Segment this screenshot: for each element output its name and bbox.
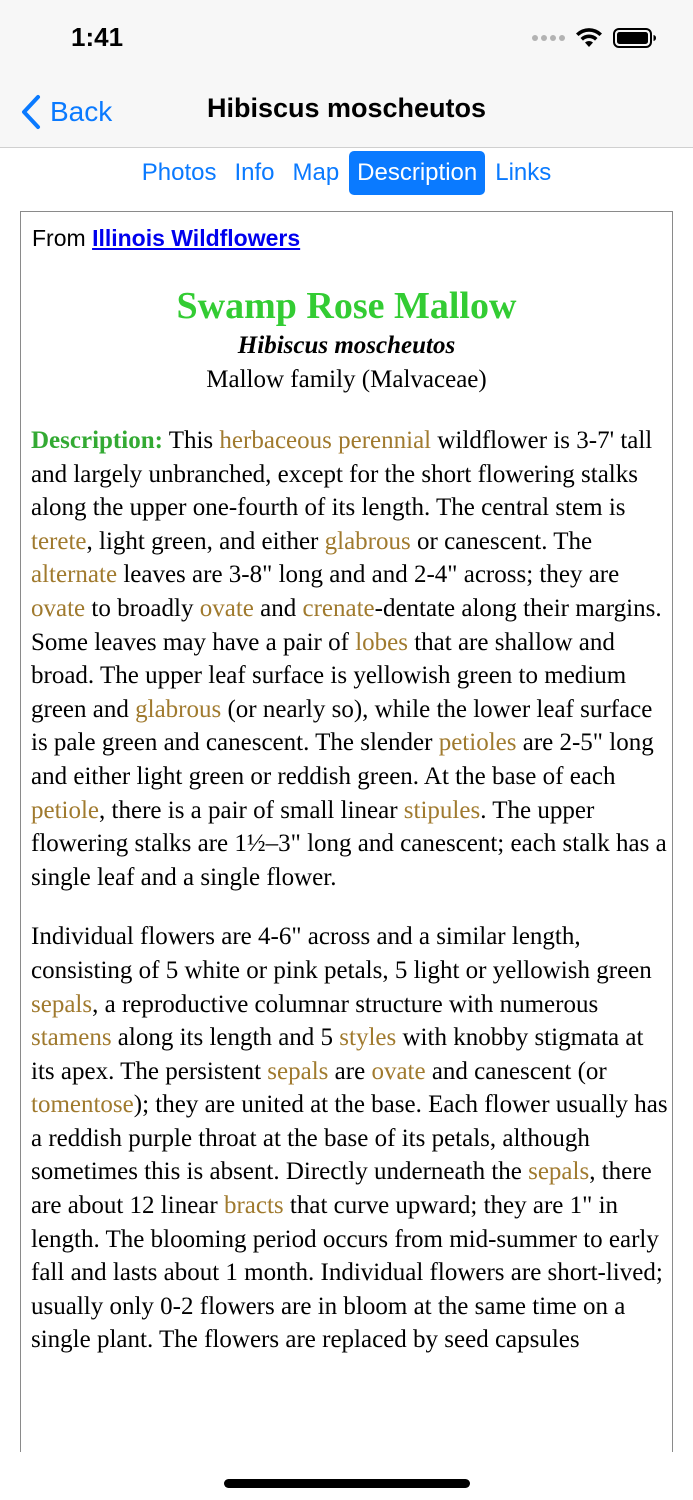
tab-map[interactable]: Map <box>292 159 340 186</box>
home-indicator <box>224 1479 470 1488</box>
description-text: , there are about 12 linear <box>31 1158 652 1220</box>
description-text: wildflower is 3-7' tall and largely unbranched, except for the short flowering stalks along the upper one-fourth of its length. The central stem is <box>31 427 653 522</box>
description-text: with knobby stigmata at its apex. The persistent <box>31 1024 644 1085</box>
description-text: -dentate along their margins. Some leaves may have a pair of <box>31 594 662 656</box>
tab-description[interactable]: Description <box>349 151 485 195</box>
description-label: Description: <box>31 427 163 454</box>
description-text: along its length and 5 <box>111 1024 340 1052</box>
glossary-link[interactable]: petioles <box>438 729 517 757</box>
glossary-link[interactable]: herbaceous perennial <box>219 427 432 454</box>
status-bar <box>0 0 693 75</box>
glossary-link[interactable]: terete <box>31 527 87 555</box>
description-body <box>31 424 669 1383</box>
scientific-name: Hibiscus moscheutos <box>237 332 456 359</box>
back-button[interactable] <box>20 92 112 132</box>
description-paragraph <box>31 920 669 1357</box>
glossary-link[interactable]: sepals <box>267 1057 329 1085</box>
segmented-tabs <box>0 151 693 195</box>
glossary-link[interactable]: ovate <box>371 1057 426 1085</box>
description-text: leaves are 3-8" long and and 2-4" across; they are <box>117 561 620 589</box>
glossary-link[interactable]: sepals <box>31 990 93 1018</box>
cellular-signal-icon <box>532 35 565 41</box>
description-text: are <box>328 1057 372 1085</box>
description-webview[interactable] <box>20 211 673 1452</box>
description-text: , light green, and either <box>86 527 325 555</box>
description-text: (or nearly so), while the lower leaf surface is pale green and canescent. The slender <box>31 695 653 757</box>
description-text: ); they are united at the base. Each flower usually has a reddish purple throat at the base of its petals, although sometimes this is absent. Directly underneath the <box>31 1091 668 1186</box>
status-time: 1:41 <box>71 22 124 52</box>
glossary-link[interactable]: stipules <box>403 796 481 824</box>
glossary-link[interactable]: ovate <box>31 594 86 622</box>
glossary-link[interactable]: lobes <box>355 628 408 656</box>
glossary-link[interactable]: alternate <box>31 561 118 589</box>
description-text: , there is a pair of small linear <box>99 796 404 824</box>
tab-links[interactable]: Links <box>495 159 552 186</box>
source-attribution <box>32 225 300 252</box>
tab-info[interactable]: Info <box>234 159 275 186</box>
family-name: Mallow family (Malvaceae) <box>206 366 487 393</box>
chevron-left-icon <box>20 94 42 130</box>
glossary-link[interactable]: tomentose <box>31 1091 134 1119</box>
wifi-icon <box>575 27 603 49</box>
glossary-link[interactable]: petiole <box>31 796 100 824</box>
description-text: , a reproductive columnar structure with numerous <box>92 990 599 1018</box>
glossary-link[interactable]: sepals <box>528 1158 590 1186</box>
description-text: are 2-5" long and either light green or reddish green. At the base of each <box>31 729 654 790</box>
status-icons <box>532 26 657 50</box>
common-name-heading: Swamp Rose Mallow <box>176 285 517 327</box>
description-text: that curve upward; they are 1" in length. The blooming period occurs from mid-summer to early fall and lasts about 1 month. Individual flowers are short-lived; usually only 0-2 flowers are in bloom at the same time on a single plant. The flowers are replaced by seed capsules <box>31 1192 663 1354</box>
description-text: to broadly <box>85 594 200 622</box>
description-text: . The upper flowering stalks are 1½–3" long and canescent; each stalk has a single leaf and a single flower. <box>31 796 667 891</box>
battery-icon <box>613 27 657 49</box>
glossary-link[interactable]: stamens <box>31 1024 112 1052</box>
glossary-link[interactable]: glabrous <box>324 527 411 555</box>
glossary-link[interactable]: crenate <box>302 594 375 622</box>
source-prefix: From <box>32 225 93 251</box>
description-text: and <box>253 594 303 622</box>
description-text: This <box>162 427 220 454</box>
glossary-link[interactable]: glabrous <box>135 695 222 723</box>
description-text: that are shallow and broad. The upper leaf surface is yellowish green to medium green and <box>31 628 627 723</box>
page-title: Hibiscus moscheutos <box>206 93 487 123</box>
description-text: or canescent. The <box>410 527 593 555</box>
glossary-link[interactable]: bracts <box>223 1192 284 1220</box>
glossary-link[interactable]: ovate <box>199 594 254 622</box>
back-button-label: Back <box>50 96 113 127</box>
description-paragraph <box>31 424 669 894</box>
description-text: and canescent (or <box>425 1057 607 1085</box>
description-text: Individual flowers are 4-6" across and a similar length, consisting of 5 white or pink petals, 5 light or yellowish green <box>31 923 652 984</box>
tab-photos[interactable]: Photos <box>141 159 217 186</box>
glossary-link[interactable]: styles <box>339 1024 397 1052</box>
navigation-bar <box>0 75 693 148</box>
source-link[interactable]: Illinois Wildflowers <box>92 225 301 251</box>
